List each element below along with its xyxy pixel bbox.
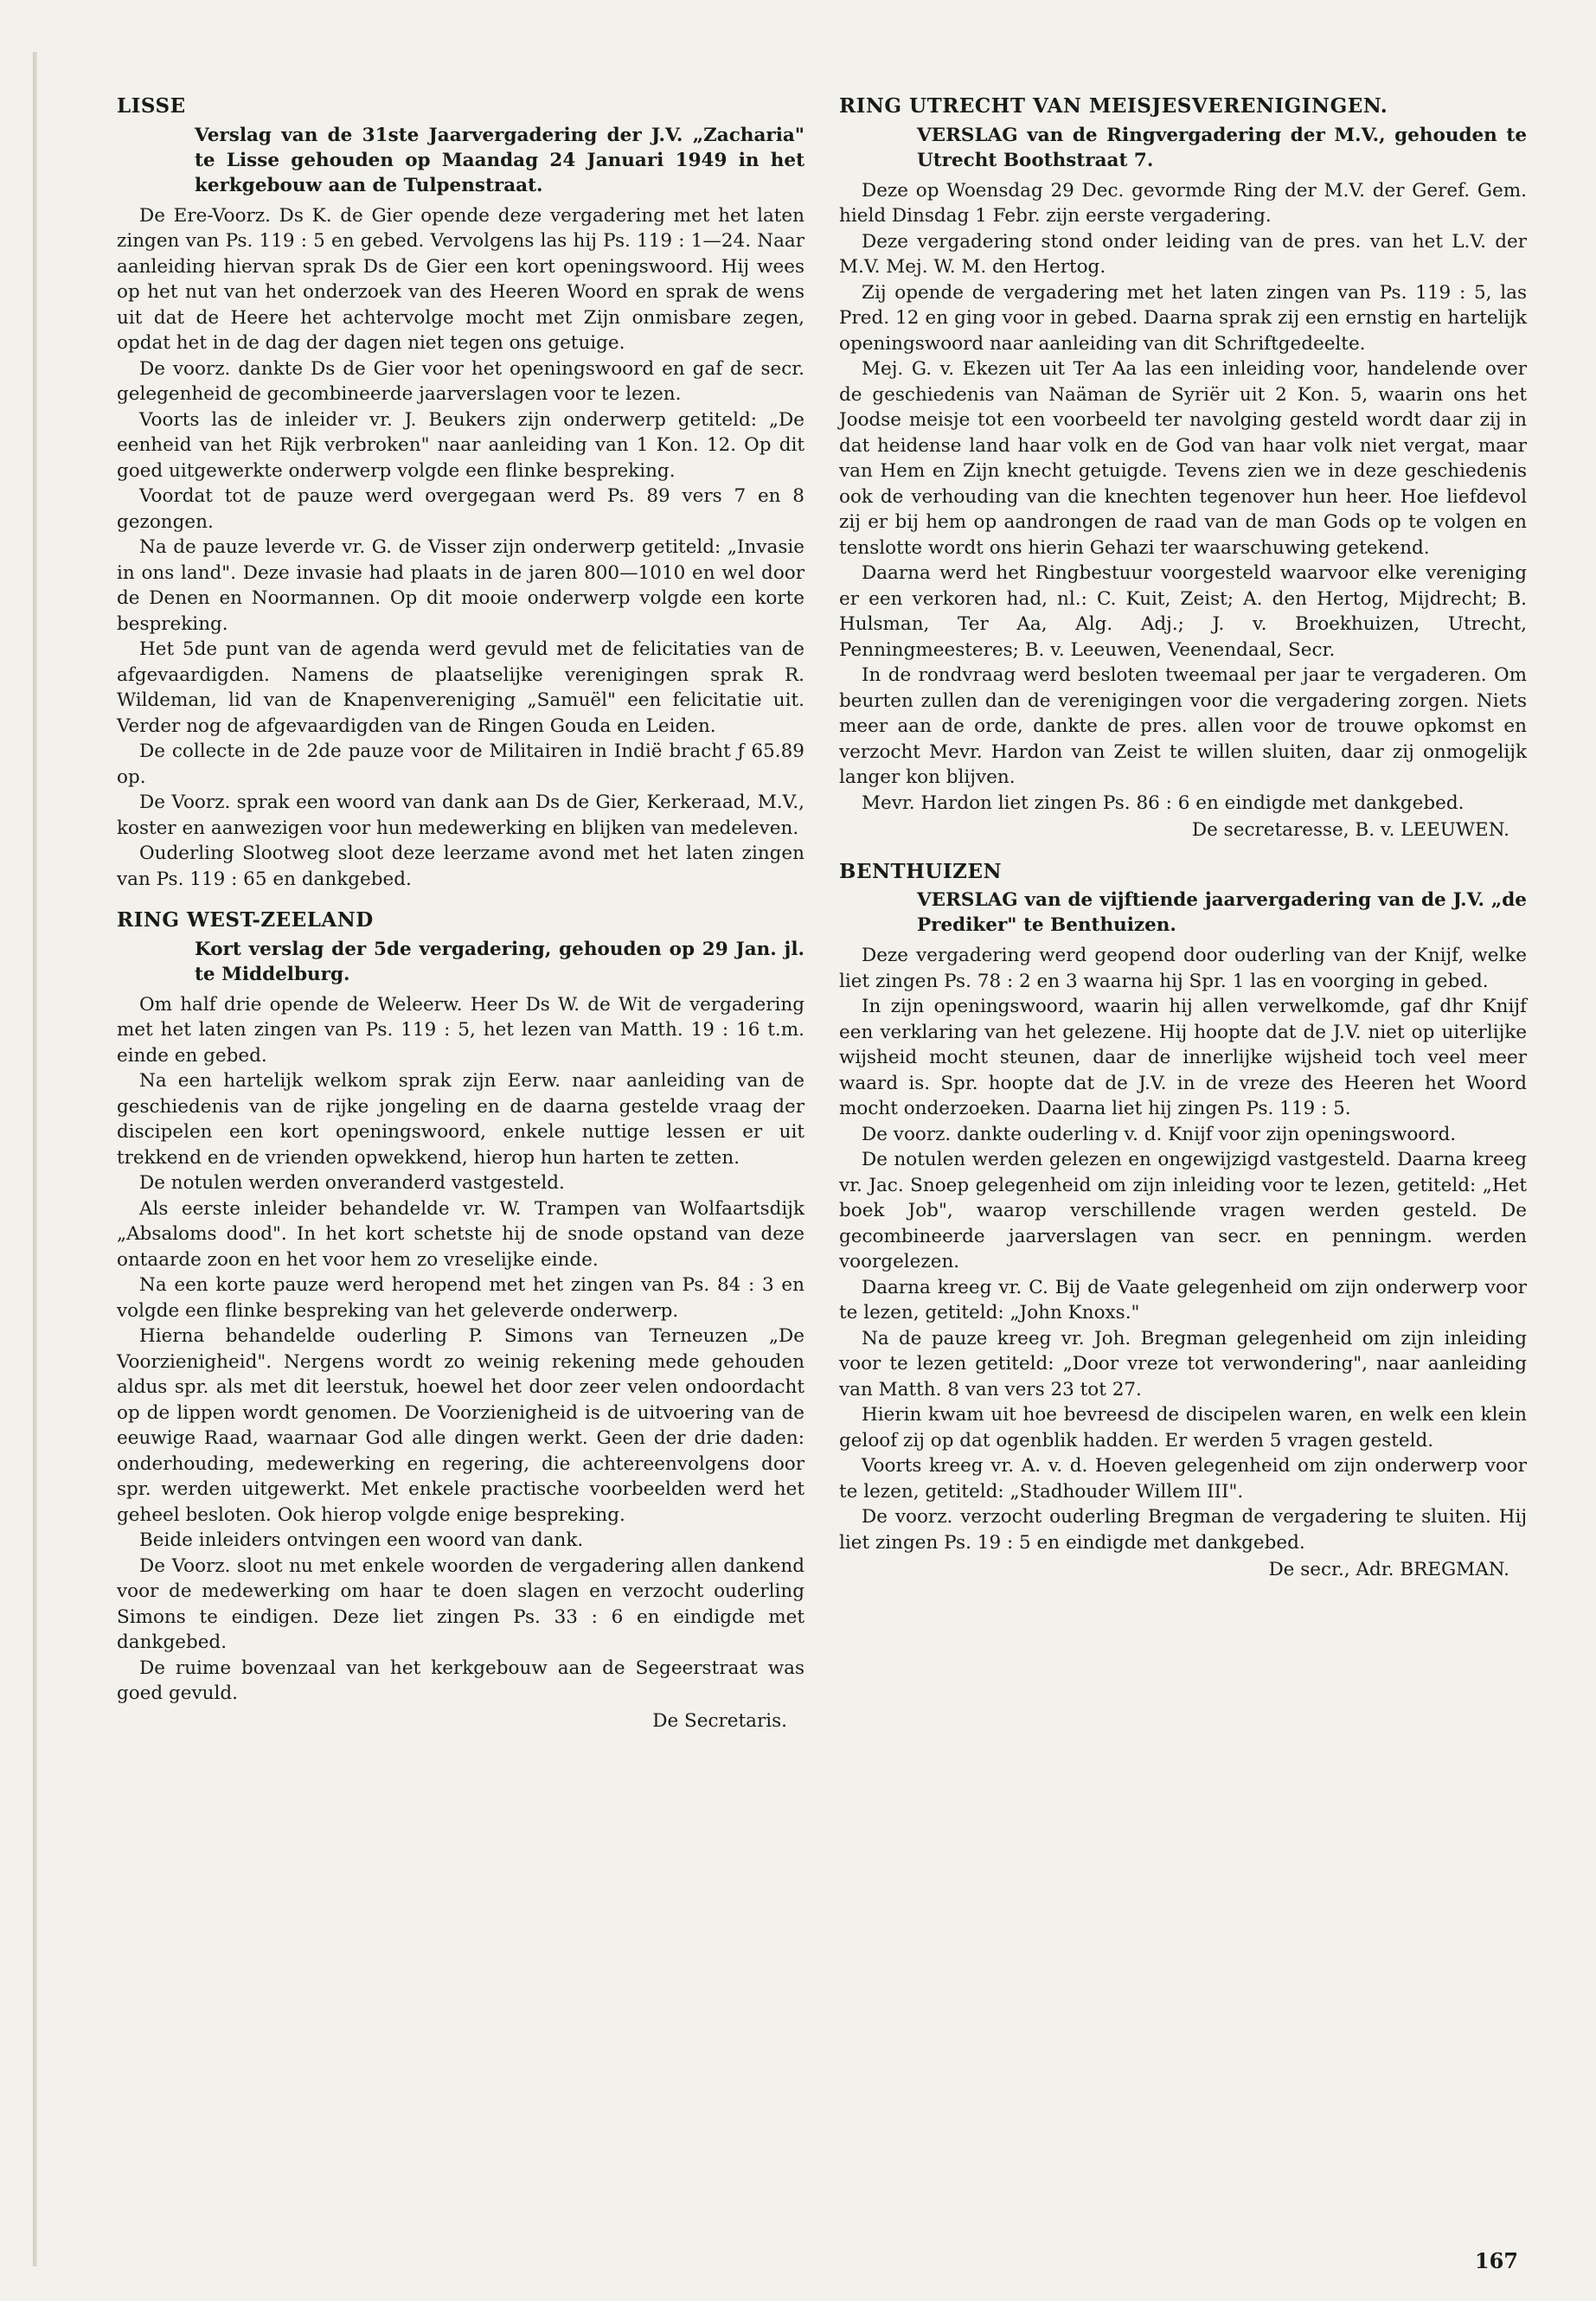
signature: De secretaresse, B. v. LEEUWEN. (1191, 819, 1509, 841)
paragraph: De collecte in de 2de pauze voor de Militairen in Indië bracht ƒ 65.89 op. (117, 740, 804, 788)
paragraph: De Ere-Voorz. Ds K. de Gier opende deze vergadering met het laten zingen van Ps. 119 : 5 en gebed. Vervolgens las hij Ps. 119 : 1—24. Naar aanleiding hiervan sprak Ds de Gier een kort openingswoord. Hij wees op het nut van het onderzoek van des Heeren Woord en sprak de wens uit dat de Heere het achtervolge mocht met Zijn onmisbare zegen, opdat het in de dag der dagen niet tegen ons getuige. (117, 204, 804, 354)
paragraph: Na een korte pauze werd heropend met het zingen van Ps. 84 : 3 en volgde een flinke bespreking van het geleverde onderwerp. (117, 1274, 804, 1322)
paragraph: Voorts las de inleider vr. J. Beukers zijn onderwerp getiteld: „De eenheid van het Rijk verbroken" naar aanleiding van 1 Kon. 12. Op dit goed uitgewerkte onderwerp volgde een flinke bespreking. (117, 408, 804, 482)
section-ring-west-zeeland (117, 907, 804, 1734)
paragraph: De Voorz. sprak een woord van dank aan Ds de Gier, Kerkeraad, M.V., koster en aanwezigen voor hun medewerking en blijken van medeleven. (117, 792, 804, 839)
signature: De secr., Adr. BREGMAN. (1268, 1559, 1509, 1580)
section-subheading: Kort verslag der 5de vergadering, gehouden op 29 Jan. jl. te Middelburg. (195, 938, 804, 985)
paragraph: Na de pauze kreeg vr. Joh. Bregman gelegenheid om zijn inleiding voor te lezen getiteld: „Door vreze tot verwondering", naar aanleiding van Matth. 8 van vers 23 tot 27. (839, 1327, 1527, 1400)
paragraph: De voorz. dankte ouderling v. d. Knijf voor zijn openingswoord. (862, 1123, 1457, 1145)
left-column (117, 93, 804, 1749)
paragraph: Voorts kreeg vr. A. v. d. Hoeven gelegenheid om zijn onderwerp voor te lezen, getiteld: „Stadhouder Willem III". (839, 1455, 1527, 1503)
paragraph: De voorz. dankte Ds de Gier voor het openingswoord en gaf de secr. gelegenheid de gecombineerde jaarverslagen voor te lezen. (117, 357, 804, 405)
section-subheading: VERSLAG van de Ringvergadering der M.V., gehouden te Utrecht Boothstraat 7. (917, 124, 1527, 171)
section-heading: RING WEST-ZEELAND (117, 908, 374, 932)
paragraph: Mej. G. v. Ekezen uit Ter Aa las een inleiding voor, handelende over de geschiedenis van Naäman de Syriër uit 2 Kon. 5, waarin ons het Joodse meisje tot een voorbeeld ter navolging gesteld wordt daar zij in dat heidense land haar volk en de God van haar volk niet vergat, maar van Hem en Zijn knecht getuigde. Tevens zien we in deze geschiedenis ook de verhouding van die knechten tegenover hun heer. Hoe liefdevol zij er bij hem op aandrongen de raad van de man Gods op te volgen en tenslotte wordt ons hierin Gehazi ter waarschuwing getekend. (839, 358, 1527, 559)
paragraph: Als eerste inleider behandelde vr. W. Trampen van Wolfaartsdijk „Absaloms dood". In het kort schetste hij de snode opstand van deze ontaarde zoon en het voor hem zo vreselijke einde. (117, 1197, 804, 1271)
paragraph: De ruime bovenzaal van het kerkgebouw aan de Segeerstraat was goed gevuld. (117, 1657, 804, 1704)
paragraph: In zijn openingswoord, waarin hij allen verwelkomde, gaf dhr Knijf een verklaring van het gelezene. Hij hoopte dat de J.V. niet op uiterlijke wijsheid mocht steunen, daar de innerlijke wijsheid toch veel meer waard is. Spr. hoopte dat de J.V. in de vreze des Heeren het Woord mocht onderzoeken. Daarna liet hij zingen Ps. 119 : 5. (839, 996, 1527, 1119)
paragraph: Ouderling Slootweg sloot deze leerzame avond met het laten zingen van Ps. 119 : 65 en dankgebed. (117, 843, 804, 890)
section-heading: BENTHUIZEN (839, 859, 1003, 883)
paragraph: Deze vergadering stond onder leiding van de pres. van het L.V. der M.V. Mej. W. M. den Hertog. (839, 230, 1527, 278)
paragraph: De notulen werden onveranderd vastgesteld. (139, 1172, 565, 1194)
paragraph: Deze op Woensdag 29 Dec. gevormde Ring der M.V. der Geref. Gem. hield Dinsdag 1 Febr. zijn eerste vergadering. (839, 179, 1527, 227)
section-subheading: VERSLAG van de vijftiende jaarvergadering van de J.V. „de Prediker" te Benthuizen. (917, 889, 1527, 936)
paragraph: Na een hartelijk welkom sprak zijn Eerw. naar aanleiding van de geschiedenis van de rijke jongeling en de daarna gestelde vraag der discipelen een kort openingswoord, enkele nuttige lessen er uit trekkend en de vrienden opwekkend, hierop hun harten te zetten. (117, 1070, 804, 1169)
paragraph: Daarna werd het Ringbestuur voorgesteld waarvoor elke vereniging er een verkoren had, nl.: C. Kuit, Zeist; A. den Hertog, Mijdrecht; B. Hulsman, Ter Aa, Alg. Adj.; J. v. Broekhuizen, Utrecht, Penningmeesteres; B. v. Leeuwen, Veenendaal, Secr. (839, 562, 1527, 661)
section-heading: LISSE (117, 94, 186, 118)
paragraph: Om half drie opende de Weleerw. Heer Ds W. de Wit de vergadering met het laten zingen van Ps. 119 : 5, het lezen van Matth. 19 : 16 t.m. einde en gebed. (117, 993, 804, 1067)
paragraph: Voordat tot de pauze werd overgegaan werd Ps. 89 vers 7 en 8 gezongen. (117, 485, 804, 533)
right-column (839, 93, 1527, 1599)
section-ring-utrecht (839, 93, 1527, 843)
section-heading: RING UTRECHT VAN MEISJESVERENIGINGEN. (839, 94, 1388, 118)
paragraph: Zij opende de vergadering met het laten zingen van Ps. 119 : 5, las Pred. 12 en ging voor in gebed. Daarna sprak zij een ernstig en hartelijk openingswoord naar aanleiding van dit Schriftgedeelte. (839, 281, 1527, 355)
paragraph: Deze vergadering werd geopend door ouderling van der Knijf, welke liet zingen Ps. 78 : 2 en 3 waarna hij Spr. 1 las en voorging in gebed. (839, 945, 1527, 992)
page-number: 167 (1474, 2248, 1518, 2273)
paragraph: Het 5de punt van de agenda werd gevuld met de felicitaties van de afgevaardigden. Namens de plaatselijke verenigingen sprak R. Wildeman, lid van de Knapenvereniging „Samuël" een felicitatie uit. Verder nog de afgevaardigden van de Ringen Gouda en Leiden. (117, 638, 804, 737)
page-binding-edge (33, 52, 37, 2266)
section-benthuizen (839, 859, 1527, 1583)
paragraph: Hierin kwam uit hoe bevreesd de discipelen waren, en welk een klein geloof zij op dat ogenblik hadden. Er werden 5 vragen gesteld. (839, 1404, 1527, 1452)
paragraph: De notulen werden gelezen en ongewijzigd vastgesteld. Daarna kreeg vr. Jac. Snoep gelegenheid om zijn inleiding voor te lezen, getiteld: „Het boek Job", waarop verschillende vragen werden gesteld. De gecombineerde jaarverslagen van secr. en penningm. werden voorgelezen. (839, 1149, 1527, 1272)
paragraph: De Voorz. sloot nu met enkele woorden de vergadering allen dankend voor de medewerking om haar te doen slagen en verzocht ouderling Simons te eindigen. Deze liet zingen Ps. 33 : 6 en eindigde met dankgebed. (117, 1554, 804, 1653)
paragraph: Mevr. Hardon liet zingen Ps. 86 : 6 en eindigde met dankgebed. (862, 792, 1465, 814)
paragraph: In de rondvraag werd besloten tweemaal per jaar te vergaderen. Om beurten zullen dan de verenigingen voor die vergadering zorgen. Niets meer aan de orde, dankte de pres. allen voor de trouwe opkomst en verzocht Mevr. Hardon van Zeist te willen sluiten, daar zij onmogelijk langer kon blijven. (839, 664, 1527, 788)
paragraph: Beide inleiders ontvingen een woord van dank. (139, 1529, 584, 1551)
paragraph: De voorz. verzocht ouderling Bregman de vergadering te sluiten. Hij liet zingen Ps. 19 : 5 en eindigde met dankgebed. (839, 1506, 1527, 1554)
paragraph: Daarna kreeg vr. C. Bij de Vaate gelegenheid om zijn onderwerp voor te lezen, getiteld: „John Knoxs." (839, 1276, 1527, 1324)
section-subheading: Verslag van de 31ste Jaarvergadering der J.V. „Zacharia" te Lisse gehouden op Maandag 24 Januari 1949 in het kerkgebouw aan de Tulpenstraat. (195, 124, 804, 196)
paragraph: Hierna behandelde ouderling P. Simons van Terneuzen „De Voorzienigheid". Nergens wordt zo weinig rekening mede gehouden aldus spr. als met dit leerstuk, hoewel het door zeer velen ondoordacht op de lippen wordt genomen. De Voorzienigheid is de uitvoering van de eeuwige Raad, waarnaar God alle dingen werkt. Geen der drie daden: onderhouding, medewerking en regering, die achtereenvolgens door spr. werden uitgewerkt. Met enkele practische voorbeelden werd het geheel besloten. Ook hierop volgde enige bespreking. (117, 1325, 804, 1526)
signature: De Secretaris. (652, 1709, 787, 1732)
section-lisse (117, 93, 804, 892)
paragraph: Na de pauze leverde vr. G. de Visser zijn onderwerp getiteld: „Invasie in ons land". Deze invasie had plaats in de jaren 800—1010 en wel door de Denen en Noormannen. Op dit mooie onderwerp volgde een korte bespreking. (117, 536, 804, 635)
